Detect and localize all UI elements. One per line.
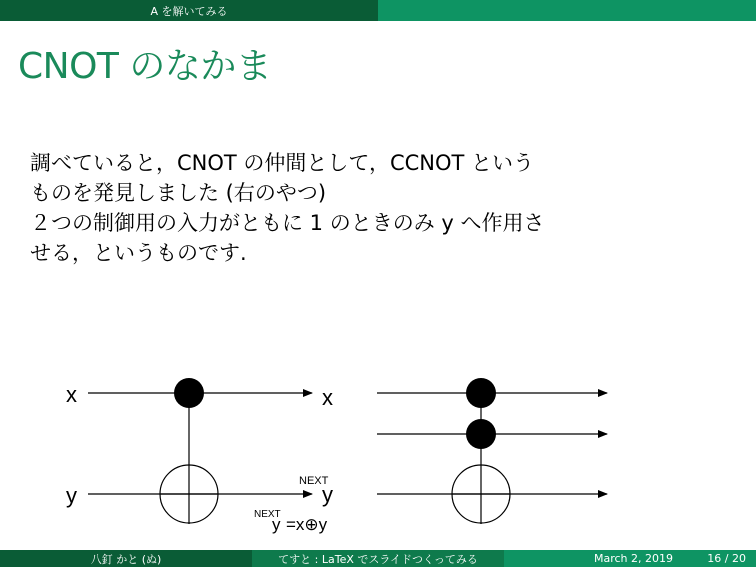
cnot-x-input-label: x <box>66 382 77 407</box>
paragraph-line: 調べていると，CNOT の仲間として，CCNOT という <box>30 151 535 175</box>
footer-bar <box>0 550 756 567</box>
cnot-control-dot <box>174 378 204 408</box>
formula-y: y <box>272 515 281 534</box>
cnot-x-output-label: x <box>322 385 333 410</box>
cnot-y-output-label: y <box>322 482 333 507</box>
paragraph-line: ２つの制御用の入力がともに 1 のときのみ y へ作用さ <box>30 211 545 235</box>
ccnot-gate <box>377 378 607 524</box>
header-bar <box>0 0 756 21</box>
formula-rhs: =x⊕y <box>286 515 328 534</box>
formula-next-label: NEXT <box>254 509 281 520</box>
talk-title-text: てすと : LaTeX でスライドつくってみる <box>278 552 478 566</box>
ccnot-control-dot-1 <box>466 378 496 408</box>
cnot-y-input-label: y <box>66 483 77 508</box>
gate-diagrams <box>0 360 756 550</box>
ccnot-control-dot-2 <box>466 419 496 449</box>
header-subsection-segment <box>378 0 756 21</box>
paragraph-line: ものを発見しました (右のやつ) <box>30 181 327 205</box>
cnot-gate <box>66 378 333 534</box>
author-text: 八釘 かと (ぬ) <box>90 552 162 566</box>
date-text: March 2, 2019 <box>594 552 674 565</box>
paragraph-line: せる，というものです. <box>30 241 247 265</box>
footer-author <box>0 550 252 567</box>
footer-title <box>252 550 504 567</box>
section-title[interactable]: A を解いてみる <box>150 4 228 18</box>
page-number: 16 / 20 <box>707 552 746 565</box>
header-section-segment[interactable] <box>0 0 378 21</box>
slide-paragraph <box>30 148 730 268</box>
slide-title: CNOT のなかま <box>18 46 272 87</box>
footer-date-page <box>504 550 756 567</box>
cnot-next-label: NEXT <box>299 475 329 487</box>
